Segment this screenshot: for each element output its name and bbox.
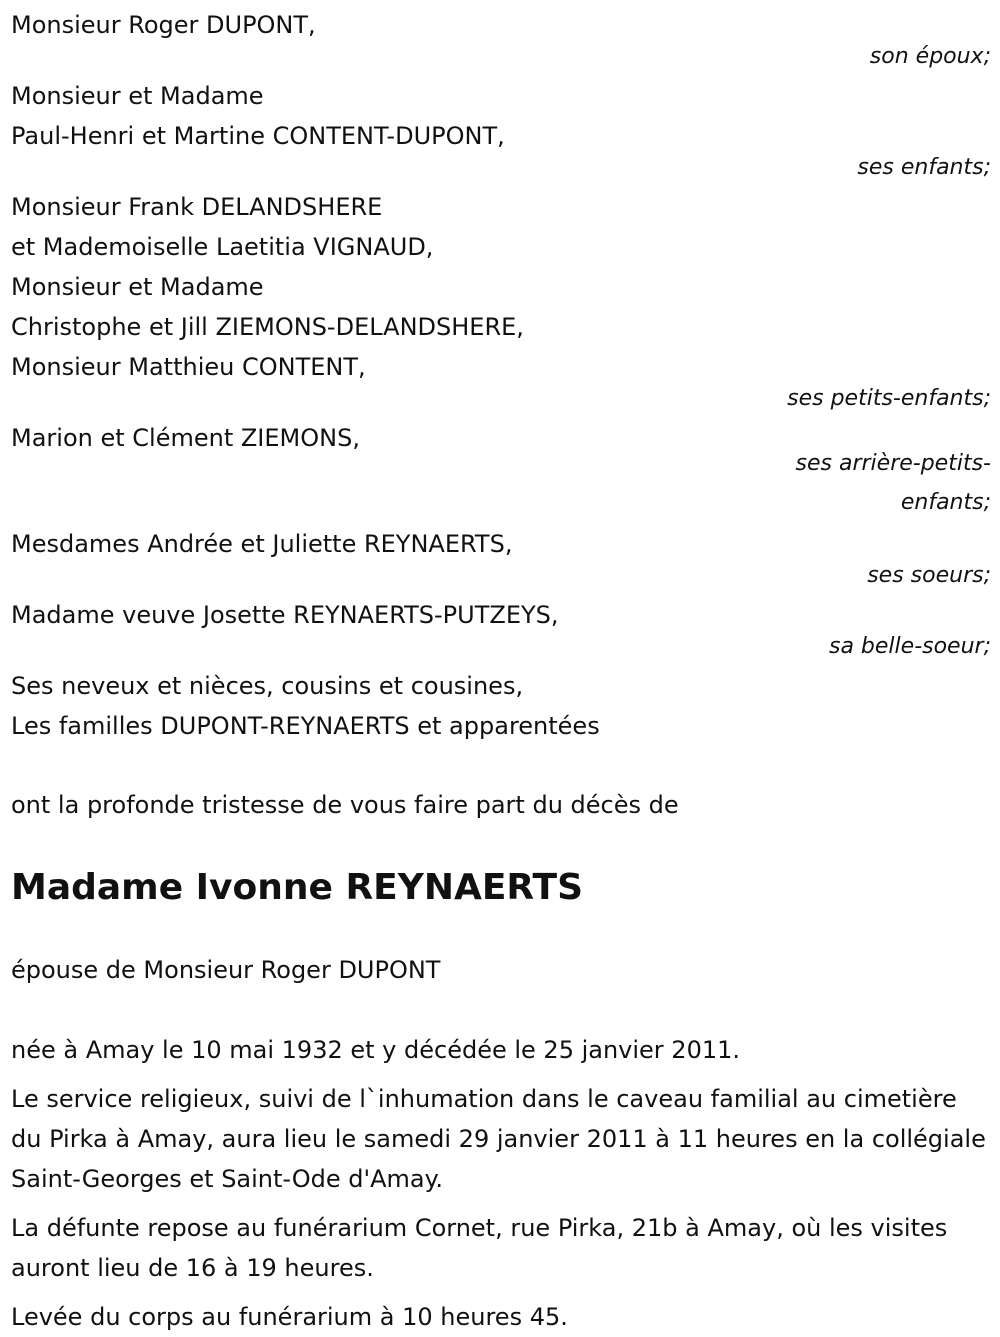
family-line: Monsieur Matthieu CONTENT, — [11, 353, 366, 381]
relationship-label: ses soeurs; — [867, 563, 991, 588]
family-line: et Mademoiselle Laetitia VIGNAUD, — [11, 233, 434, 261]
family-group-sister-in-law — [11, 595, 991, 659]
obituary-notice — [11, 5, 991, 1337]
family-line: Ses neveux et nièces, cousins et cousines, — [11, 672, 524, 700]
spouse-line: épouse de Monsieur Roger DUPONT — [11, 956, 441, 984]
levee-paragraph: Levée du corps au funérarium à 10 heures 45. — [11, 1303, 568, 1331]
family-line: Marion et Clément ZIEMONS, — [11, 424, 360, 452]
family-group-children — [11, 76, 991, 180]
family-line: Monsieur et Madame — [11, 273, 264, 301]
family-line: Mesdames Andrée et Juliette REYNAERTS, — [11, 530, 513, 558]
relationship-label: ses enfants; — [857, 155, 991, 180]
family-group-great-grandchildren — [11, 418, 991, 522]
relationship-label: ses petits-enfants; — [787, 386, 991, 411]
family-group-spouse — [11, 5, 991, 69]
relationship-label: son époux; — [869, 44, 991, 69]
family-line: Christophe et Jill ZIEMONS-DELANDSHERE, — [11, 313, 524, 341]
relationship-label: ses arrière-petits-enfants; — [795, 451, 991, 515]
visitation-paragraph: La défunte repose au funérarium Cornet, rue Pirka, 21b à Amay, où les visites auront lieu de 16 à 19 heures. — [11, 1214, 948, 1282]
birth-death-line: née à Amay le 10 mai 1932 et y décédée le 25 janvier 2011. — [11, 1036, 741, 1064]
family-group-sisters — [11, 524, 991, 588]
family-group-extended — [11, 666, 991, 746]
family-line: Paul-Henri et Martine CONTENT-DUPONT, — [11, 122, 505, 150]
family-line: Madame veuve Josette REYNAERTS-PUTZEYS, — [11, 601, 559, 629]
family-line: Monsieur et Madame — [11, 82, 264, 110]
deceased-name: Madame Ivonne REYNAERTS — [11, 867, 583, 908]
announcement-text: ont la profonde tristesse de vous faire part du décès de — [11, 791, 679, 819]
family-group-grandchildren — [11, 187, 991, 411]
relationship-label: sa belle-soeur; — [829, 634, 991, 659]
family-line: Monsieur Roger DUPONT, — [11, 11, 316, 39]
family-line: Les familles DUPONT-REYNAERTS et apparentées — [11, 712, 600, 740]
service-paragraph: Le service religieux, suivi de l`inhumation dans le caveau familial au cimetière du Pirka à Amay, aura lieu le samedi 29 janvier 2011 à 11 heures en la collégiale Saint-Georges et Saint-Ode d'Amay. — [11, 1085, 986, 1193]
family-line: Monsieur Frank DELANDSHERE — [11, 193, 383, 221]
